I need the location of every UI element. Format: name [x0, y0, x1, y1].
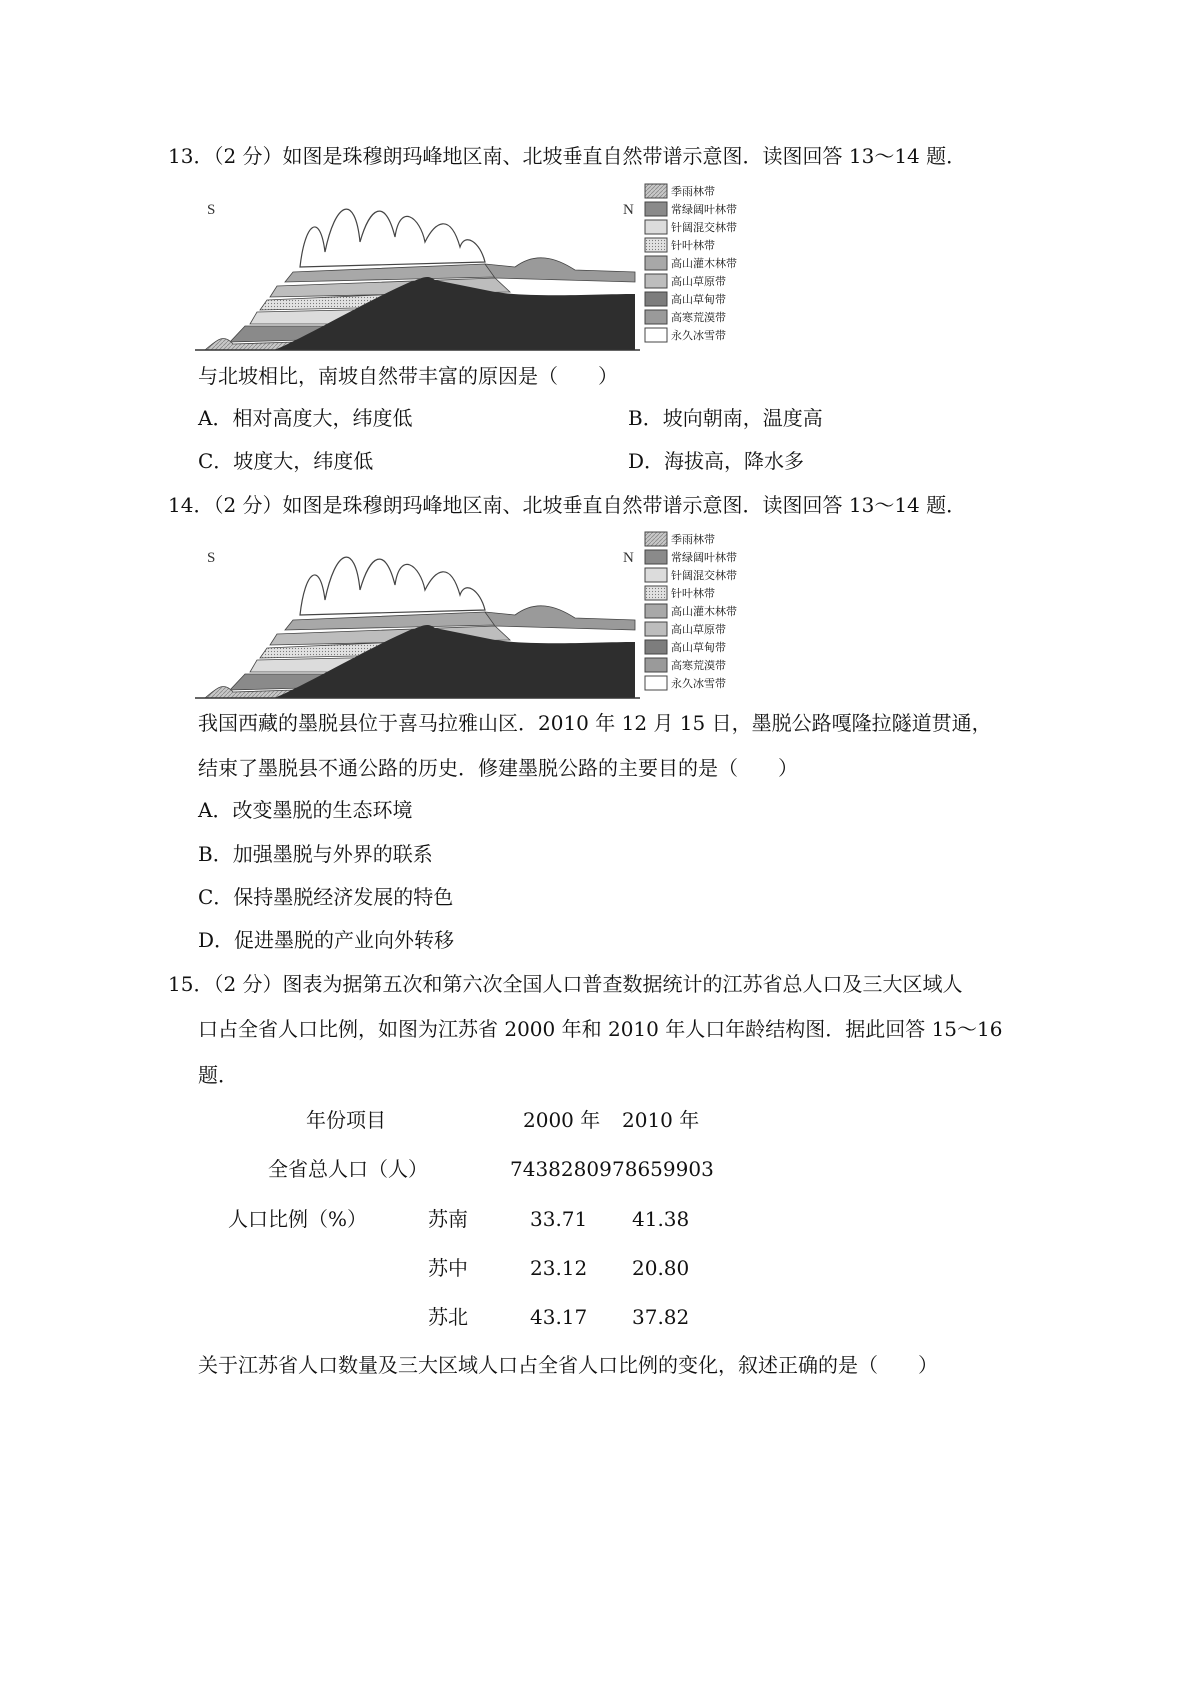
table-region: 苏中 — [428, 1256, 468, 1280]
table-cell-2000: 43.17 — [530, 1305, 588, 1329]
legend-label: 针阔混交林带 — [671, 569, 737, 582]
q14-stem: 14．（2 分）如图是珠穆朗玛峰地区南、北坡垂直自然带谱示意图．读图回答 13～14 题． — [168, 493, 967, 517]
q14-question-line1: 我国西藏的墨脱县位于喜马拉雅山区．2010 年 12 月 15 日，墨脱公路嘎隆拉隧道贯通， — [198, 711, 992, 735]
q15-stem-line2: 口占全省人口比例，如图为江苏省 2000 年和 2010 年人口年龄结构图．据此回答 15～16 — [198, 1017, 1003, 1041]
legend-label: 季雨林带 — [671, 185, 715, 198]
diagram-legend — [645, 532, 737, 690]
legend-label: 永久冰雪带 — [671, 677, 726, 690]
q14-option-a[interactable]: A．改变墨脱的生态环境 — [198, 798, 413, 822]
q13-stem: 13．（2 分）如图是珠穆朗玛峰地区南、北坡垂直自然带谱示意图．读图回答 13～14 题． — [168, 144, 967, 168]
legend-label: 常绿阔叶林带 — [671, 551, 737, 564]
diagram-legend — [645, 184, 737, 342]
q13-option-b[interactable]: B．坡向朝南，温度高 — [628, 406, 823, 430]
q14-question-line2: 结束了墨脱县不通公路的历史．修建墨脱公路的主要目的是（ ） — [198, 756, 798, 780]
q13-question: 与北坡相比，南坡自然带丰富的原因是（ ） — [198, 364, 618, 388]
q14-option-b[interactable]: B．加强墨脱与外界的联系 — [198, 842, 433, 866]
north-band — [485, 606, 635, 630]
legend-label: 针叶林带 — [671, 239, 715, 252]
table-region: 苏南 — [428, 1207, 468, 1231]
legend-label: 针叶林带 — [671, 587, 715, 600]
q14-option-c[interactable]: C．保持墨脱经济发展的特色 — [198, 885, 454, 909]
legend-label: 高山草甸带 — [671, 293, 726, 306]
table-total-2000: 74382809 — [510, 1157, 612, 1181]
table-cell-2010: 37.82 — [632, 1305, 690, 1329]
south-label: S — [207, 202, 216, 218]
north-label: N — [623, 550, 634, 566]
legend-label: 针阔混交林带 — [671, 221, 737, 234]
table-header-2000: 2000 年 — [523, 1108, 601, 1132]
q15-question: 关于江苏省人口数量及三大区域人口占全省人口比例的变化，叙述正确的是（ ） — [198, 1353, 938, 1377]
table-header-2010: 2010 年 — [622, 1108, 700, 1132]
q14-option-d[interactable]: D．促进墨脱的产业向外转移 — [198, 928, 455, 952]
south-label: S — [207, 550, 216, 566]
legend-label: 高山灌木林带 — [671, 605, 737, 618]
legend-label: 季雨林带 — [671, 533, 715, 546]
legend-label: 高山灌木林带 — [671, 257, 737, 270]
q13-option-c[interactable]: C．坡度大，纬度低 — [198, 449, 374, 473]
legend-label: 高寒荒漠带 — [671, 659, 726, 672]
legend-label: 永久冰雪带 — [671, 329, 726, 342]
q15-stem-line3: 题． — [198, 1063, 238, 1087]
north-band — [485, 258, 635, 282]
snow-peaks — [300, 557, 485, 615]
table-ratio-label: 人口比例（%） — [228, 1207, 368, 1231]
vertical-zone-diagram-2 — [195, 530, 755, 700]
q13-option-d[interactable]: D．海拔高，降水多 — [628, 449, 805, 473]
legend-label: 高山草原带 — [671, 275, 726, 288]
table-cell-2000: 33.71 — [530, 1207, 588, 1231]
table-total-2010: 78659903 — [612, 1157, 714, 1181]
table-cell-2010: 20.80 — [632, 1256, 690, 1280]
table-header-item: 年份项目 — [306, 1108, 386, 1132]
q13-option-a[interactable]: A．相对高度大，纬度低 — [198, 406, 413, 430]
snow-peaks — [300, 209, 485, 267]
q15-stem-line1: 15．（2 分）图表为据第五次和第六次全国人口普查数据统计的江苏省总人口及三大区域人 — [168, 972, 963, 996]
table-region: 苏北 — [428, 1305, 468, 1329]
north-label: N — [623, 202, 634, 218]
legend-label: 常绿阔叶林带 — [671, 203, 737, 216]
table-total-label: 全省总人口（人） — [268, 1157, 428, 1181]
legend-label: 高山草甸带 — [671, 641, 726, 654]
table-cell-2010: 41.38 — [632, 1207, 690, 1231]
legend-label: 高山草原带 — [671, 623, 726, 636]
legend-label: 高寒荒漠带 — [671, 311, 726, 324]
vertical-zone-diagram-1 — [195, 182, 755, 352]
table-cell-2000: 23.12 — [530, 1256, 588, 1280]
